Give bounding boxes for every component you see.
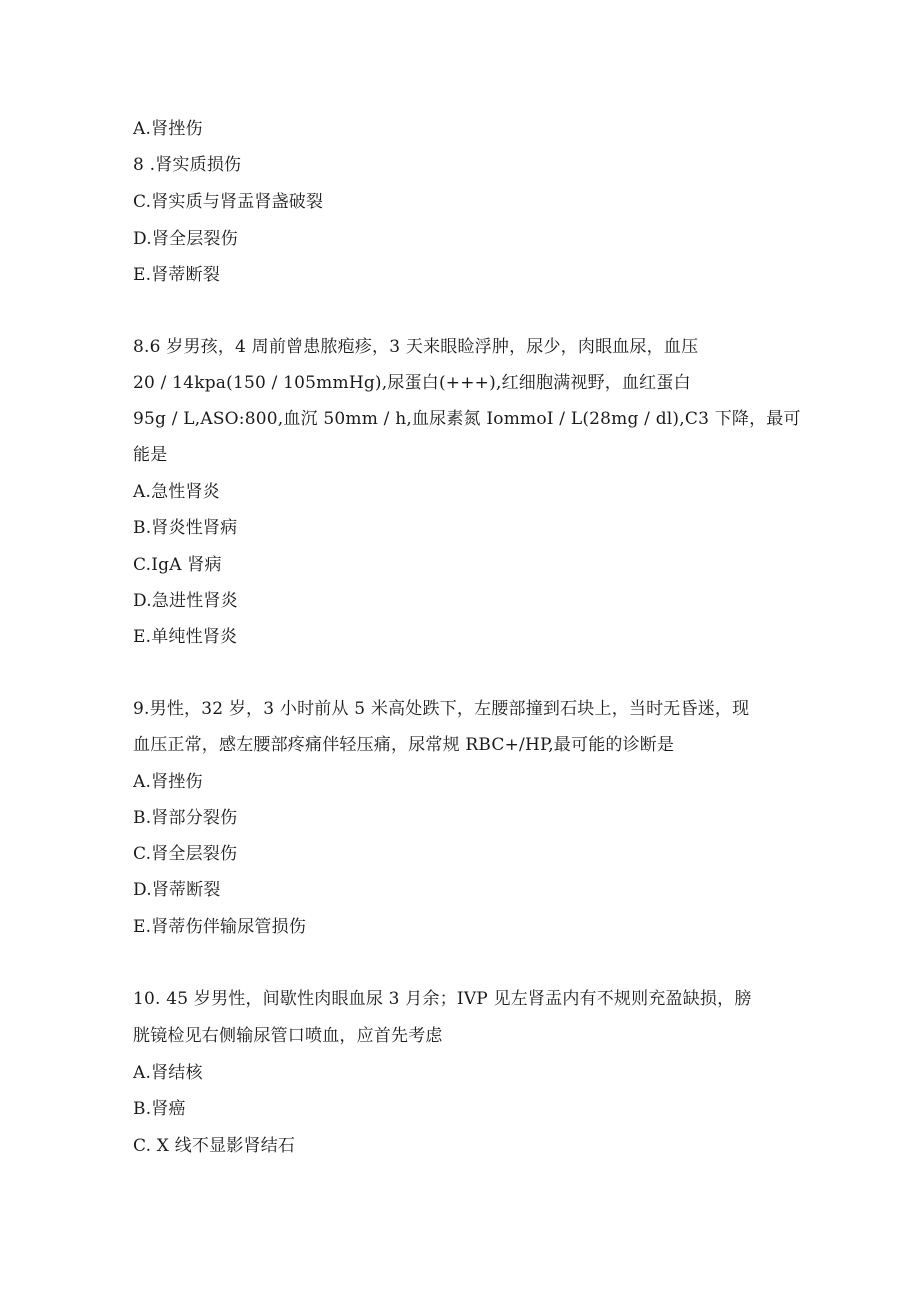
question-9-option-a: A.肾挫伤 (133, 772, 203, 792)
question-8-option-e: E.单纯性肾炎 (133, 627, 238, 647)
question-9-option-d: D.肾蒂断裂 (133, 880, 221, 900)
option-b: 8 .肾实质损伤 (133, 155, 242, 175)
question-8-stem-line: 20 / 14kpa(150 / 105mmHg),尿蛋白(+++),红细胞满视野，血红蛋白 (133, 373, 691, 393)
question-8-option-b: B.肾炎性肾病 (133, 518, 238, 538)
question-8-option-c: C.IgA 肾病 (133, 555, 222, 575)
question-9-stem-line: 9.男性，32 岁，3 小时前从 5 米高处跌下，左腰部撞到石块上，当时无昏迷，现 (133, 699, 750, 719)
question-10-option-b: B.肾癌 (133, 1099, 186, 1119)
question-8-option-a: A.急性肾炎 (133, 482, 220, 502)
question-8-stem-line: 能是 (133, 445, 168, 465)
question-9-stem-line: 血压正常，感左腰部疼痛伴轻压痛，尿常规 RBC+/HP,最可能的诊断是 (133, 735, 675, 755)
question-9-option-e: E.肾蒂伤伴输尿管损伤 (133, 917, 307, 937)
question-10-stem-line: 胱镜检见右侧输尿管口喷血，应首先考虑 (133, 1026, 443, 1046)
question-10-option-c: C. X 线不显影肾结石 (133, 1136, 296, 1156)
question-9-option-b: B.肾部分裂伤 (133, 808, 238, 828)
question-8-stem-line: 95g / L,ASO:800,血沉 50mm / h,血尿素氮 IommoI / L(28mg / dl),C3 下降，最可 (133, 409, 801, 429)
question-9-option-c: C.肾全层裂伤 (133, 844, 238, 864)
question-10-stem-line: 10. 45 岁男性，间歇性肉眼血尿 3 月余；IVP 见左肾盂内有不规则充盈缺损，膀 (133, 989, 752, 1009)
option-e: E.肾蒂断裂 (133, 265, 221, 285)
option-a: A.肾挫伤 (133, 119, 203, 139)
question-8-stem-line: 8.6 岁男孩，4 周前曾患脓疱疹，3 天来眼睑浮肿，尿少，肉眼血尿，血压 (133, 337, 699, 357)
question-10-option-a: A.肾结核 (133, 1063, 203, 1083)
question-8-option-d: D.急进性肾炎 (133, 591, 238, 611)
option-c: C.肾实质与肾盂肾盏破裂 (133, 192, 324, 212)
option-d: D.肾全层裂伤 (133, 229, 238, 249)
